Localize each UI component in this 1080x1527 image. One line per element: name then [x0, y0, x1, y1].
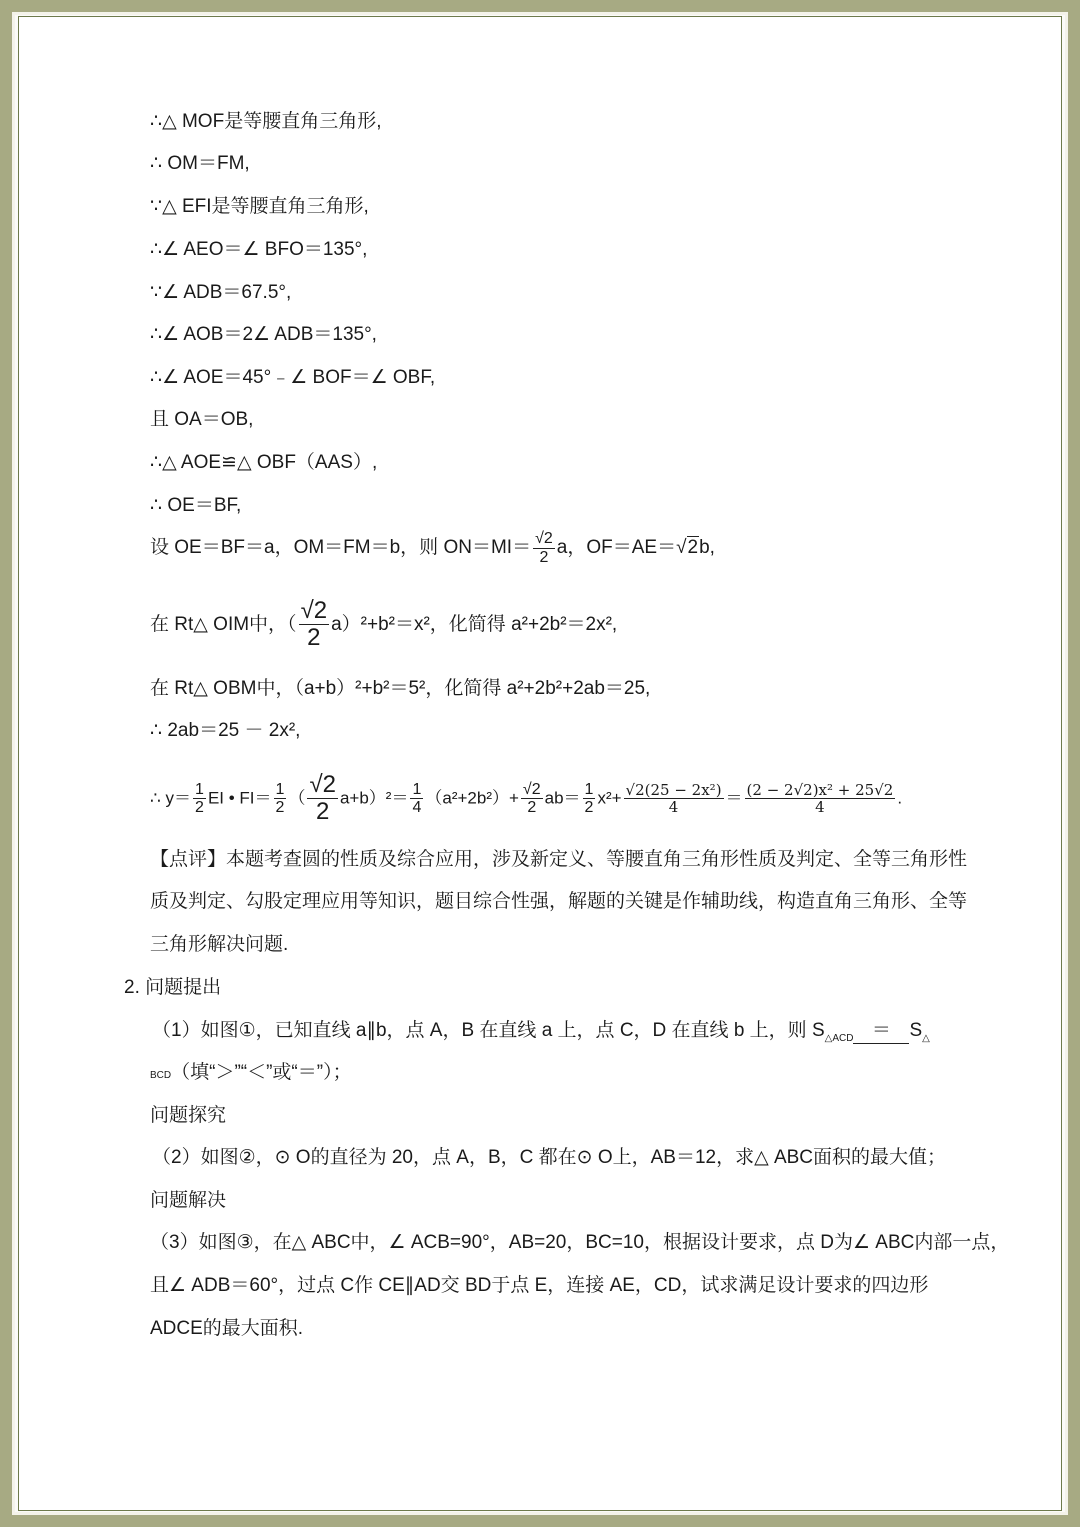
proof-line-5: ∵∠ ADB＝67.5°, — [150, 282, 292, 303]
proof-line-11 — [150, 530, 715, 566]
fraction-sqrt2-over-2 — [299, 598, 330, 652]
line15-eq: ＝ — [725, 788, 743, 808]
proof-line-6: ∴∠ AOB＝2∠ ADB＝135°, — [150, 324, 377, 345]
section-solve: 问题解决 — [150, 1190, 227, 1211]
fraction-denominator: 2 — [584, 799, 594, 817]
line12-text-a: 在 Rt△ OIM中，（ — [150, 613, 297, 635]
answer-blank: ＝ — [853, 1019, 909, 1044]
line11-text-c: b, — [699, 537, 715, 559]
fraction-expression-1 — [624, 782, 724, 816]
fraction-half — [274, 781, 287, 817]
line11-text-b: a，OF＝AE＝ — [556, 537, 677, 559]
fraction-numerator: √2 — [535, 530, 553, 547]
proof-line-9: ∴△ AOE≌△ OBF（AAS）, — [150, 452, 378, 473]
fraction-denominator: 2 — [316, 798, 330, 826]
fraction-denominator: 2 — [539, 548, 549, 566]
line15-period: . — [897, 788, 903, 808]
comment-line-3: 三角形解决问题. — [150, 934, 289, 955]
q1-sub-acd: △ACD — [824, 1032, 854, 1044]
question-part-3-line-3: ADCE的最大面积. — [150, 1318, 304, 1339]
proof-line-15 — [150, 772, 902, 826]
question-part-3-line-2: 且∠ ADB＝60°，过点 C作 CE∥AD交 BD于点 E，连接 AE，CD，试求满足设计要求的四边形 — [150, 1275, 929, 1296]
question-part-1-cont — [150, 1061, 352, 1085]
q1-sub-bcd: BCD — [150, 1070, 172, 1081]
proof-line-12 — [150, 598, 617, 652]
line12-text-b: a）²+b²＝x²，化简得 a²+2b²＝2x², — [331, 613, 618, 635]
fraction-half — [583, 781, 596, 817]
line15-sum: （a²+2b²）+ — [425, 788, 519, 808]
proof-line-8: 且 OA＝OB, — [150, 409, 254, 430]
question-part-1 — [152, 1019, 930, 1044]
fraction-denominator: 4 — [815, 798, 825, 817]
fraction-numerator: 1 — [195, 780, 204, 798]
fraction-numerator: 1 — [275, 780, 285, 798]
fraction-expression-2 — [745, 782, 896, 816]
fraction-denominator: 2 — [307, 624, 321, 652]
fraction-denominator: 2 — [527, 799, 537, 817]
fraction-numerator: 1 — [584, 780, 594, 798]
question-part-3-line-1: （3）如图③，在△ ABC中，∠ ACB=90°，AB=20，BC=10，根据设计要求，点 D为∠ ABC内部一点， — [150, 1232, 1010, 1253]
proof-line-4: ∴∠ AEO＝∠ BFO＝135°, — [150, 239, 368, 260]
proof-line-14: ∴ 2ab＝25 － 2x², — [150, 720, 301, 741]
fraction-denominator: 2 — [275, 799, 285, 817]
fraction-sqrt2-over-2 — [307, 772, 338, 826]
q1-text-b: S — [909, 1020, 923, 1041]
comment-line-1: 【点评】本题考查圆的性质及综合应用，涉及新定义、等腰直角三角形性质及判定、全等三角形性 — [150, 849, 968, 870]
section-explore: 问题探究 — [150, 1105, 227, 1126]
line15-y-eq: ∴ y＝ — [150, 788, 192, 808]
line15-x2: x²+ — [597, 788, 622, 808]
q1-text-c: （填“＞”“＜”或“＝”）； — [171, 1062, 352, 1083]
proof-line-13: 在 Rt△ OBM中，（a+b）²+b²＝5²，化简得 a²+2b²+2ab＝25, — [150, 678, 651, 699]
question-title: 问题提出 — [145, 977, 222, 998]
fraction-numerator: √2 — [309, 771, 336, 798]
line15-ab-sq: a+b）²＝ — [339, 788, 409, 808]
line11-text-a: 设 OE＝BF＝a，OM＝FM＝b，则 ON＝MI＝ — [150, 537, 532, 559]
line15-ab: ab＝ — [544, 788, 581, 808]
line15-paren: （ — [288, 788, 306, 808]
question-number: 2. — [124, 977, 140, 998]
fraction-numerator: √2 — [300, 597, 328, 624]
proof-line-7: ∴∠ AOE＝45°﹣∠ BOF＝∠ OBF, — [150, 367, 436, 388]
sqrt-2: √2 — [676, 537, 699, 559]
fraction-sqrt2-over-2 — [533, 530, 555, 566]
q1-text-a: （1）如图①，已知直线 a∥b，点 A，B 在直线 a 上，点 C，D 在直线 b 上，则 S — [152, 1020, 825, 1041]
fraction-denominator: 4 — [412, 799, 422, 817]
question-part-2: （2）如图②，⊙ O的直径为 20，点 A，B，C 都在⊙ O上，AB＝12，求△ ABC面积的最大值； — [152, 1147, 947, 1168]
fraction-half — [193, 781, 206, 817]
radicand: 2 — [687, 537, 699, 559]
fraction-sqrt2-over-2 — [521, 781, 543, 817]
fraction-quarter — [410, 781, 423, 817]
proof-line-3: ∵△ EFI是等腰直角三角形, — [150, 196, 369, 217]
fraction-numerator: (2 − 2√2)x² + 25√2 — [746, 780, 894, 799]
question-heading — [124, 976, 221, 1000]
fraction-numerator: √2(25 − 2x²) — [625, 780, 722, 799]
fraction-numerator: 1 — [412, 780, 422, 798]
fraction-denominator: 4 — [668, 798, 679, 817]
fraction-numerator: √2 — [522, 780, 541, 798]
line15-ei-fi: EI • FI＝ — [207, 788, 272, 808]
comment-line-2: 质及判定、勾股定理应用等知识，题目综合性强，解题的关键是作辅助线，构造直角三角形、全等 — [150, 891, 968, 912]
q1-sub-tri: △ — [922, 1032, 930, 1044]
proof-line-1: ∴△ MOF是等腰直角三角形, — [150, 111, 382, 132]
proof-line-10: ∴ OE＝BF, — [150, 495, 242, 516]
fraction-denominator: 2 — [195, 799, 204, 817]
proof-line-2: ∴ OM＝FM, — [150, 153, 250, 174]
